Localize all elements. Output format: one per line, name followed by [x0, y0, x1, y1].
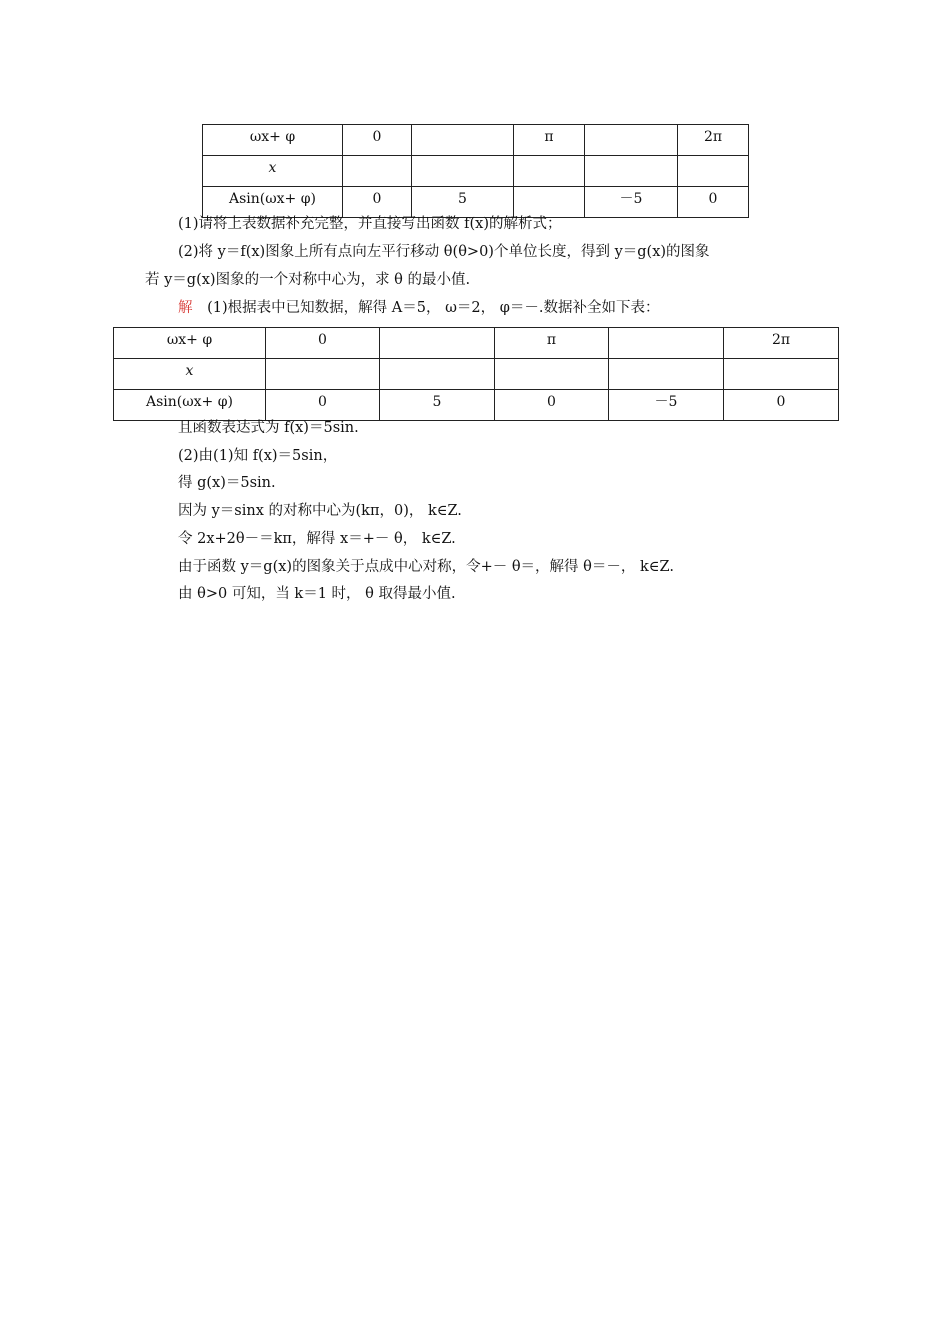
table-body [203, 125, 749, 218]
table-cell: 0 [266, 328, 380, 359]
table-cell: x [114, 359, 266, 390]
solution-intro [178, 298, 659, 318]
table-row [114, 328, 839, 359]
table-cell: ωx+ φ [203, 125, 343, 156]
table-cell: 0 [495, 390, 609, 421]
table-cell [412, 125, 514, 156]
solution-line: 因为 y＝sinx 的对称中心为(kπ，0)， k∈Z. [178, 503, 462, 519]
table-cell [585, 125, 678, 156]
table-cell [609, 359, 724, 390]
table-cell: 0 [266, 390, 380, 421]
table-cell [380, 328, 495, 359]
table-cell: 0 [343, 187, 412, 218]
table-cell: π [495, 328, 609, 359]
table-body [114, 328, 839, 421]
solution-line: 由于函数 y＝g(x)的图象关于点成中心对称，令+－ θ＝，解得 θ＝－， k∈Z. [178, 559, 674, 575]
solution-line: 且函数表达式为 f(x)＝5sin. [178, 420, 359, 436]
table-cell [266, 359, 380, 390]
table-cell [380, 359, 495, 390]
table-row [203, 156, 749, 187]
table-cell: 5 [380, 390, 495, 421]
table-row [203, 187, 749, 218]
question-part-2-line-1: (2)将 y＝f(x)图象上所有点向左平行移动 θ(θ>0)个单位长度，得到 y＝g(x)的图象 [178, 244, 710, 260]
solution-line: 得 g(x)＝5sin. [178, 475, 276, 491]
table-row [114, 390, 839, 421]
solution-line: 由 θ>0 可知，当 k＝1 时， θ 取得最小值. [178, 586, 456, 602]
question-part-1: (1)请将上表数据补充完整，并直接写出函数 f(x)的解析式； [178, 216, 562, 232]
table-cell [514, 156, 585, 187]
table-cell: π [514, 125, 585, 156]
question-part-2-line-2: 若 y＝g(x)图象的一个对称中心为，求 θ 的最小值. [145, 272, 471, 288]
table-cell [343, 156, 412, 187]
table-cell [678, 156, 749, 187]
table-cell [609, 328, 724, 359]
table-cell: 0 [724, 390, 839, 421]
table-cell: －5 [585, 187, 678, 218]
table-cell [724, 359, 839, 390]
table-cell: 5 [412, 187, 514, 218]
solution-line: 令 2x+2θ－＝kπ，解得 x＝+－ θ， k∈Z. [178, 531, 456, 547]
table-cell [495, 359, 609, 390]
table-cell: Asin(ωx+ φ) [203, 187, 343, 218]
solution-line: (2)由(1)知 f(x)＝5sin， [178, 448, 338, 464]
solution-intro-text: (1)根据表中已知数据，解得 A＝5， ω＝2， φ＝－.数据补全如下表： [207, 300, 660, 316]
solution-label: 解 [178, 300, 193, 316]
table-cell [514, 187, 585, 218]
table-cell [412, 156, 514, 187]
table-cell: x [203, 156, 343, 187]
table-row [203, 125, 749, 156]
table-cell: 0 [678, 187, 749, 218]
table-cell: Asin(ωx+ φ) [114, 390, 266, 421]
data-table-solution [113, 327, 839, 421]
table-cell: －5 [609, 390, 724, 421]
table-cell: 0 [343, 125, 412, 156]
table-cell [585, 156, 678, 187]
table-cell: ωx+ φ [114, 328, 266, 359]
table-cell: 2π [678, 125, 749, 156]
table-cell: 2π [724, 328, 839, 359]
table-row [114, 359, 839, 390]
data-table-question [202, 124, 749, 218]
